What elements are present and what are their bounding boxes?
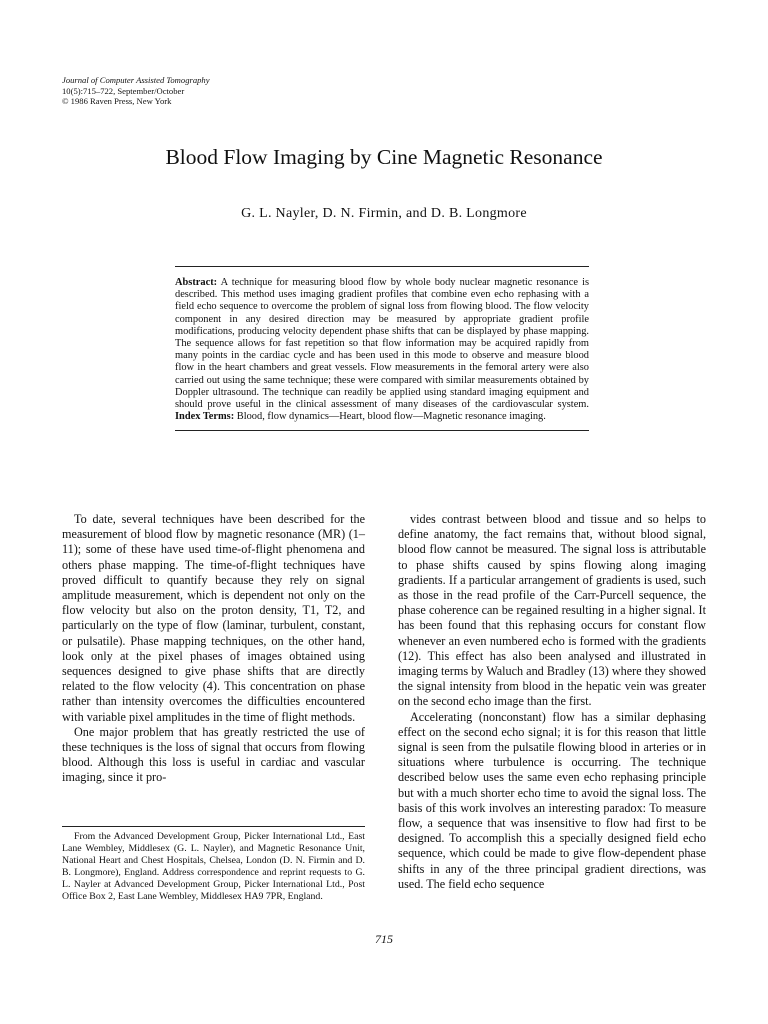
abstract-text: A technique for measuring blood flow by whole body nuclear magnetic resonance is described. This method uses imaging gradient profiles that combine even echo rephasing with a field echo sequence to overcome the problem of signal loss from flowing blood. The flow velocity component in any desired direction may be measured by appropriate gradient profile modifications, producing velocity dependent phase shifts that can be displayed by phase mapping. The sequence allows for fast repetition so that flow information may be acquired rapidly from many points in the cardiac cycle and has been used in this mode to observe and measure blood flow in the heart chambers and great vessels. Flow measurements in the femoral artery were also carried out using the same technique; these were compared with similar measurements obtained by Doppler ultrasound. The technique can readily be applied using standard imaging equipment and should prove useful in the clinical assessment of many diseases of the cardiovascular system.	[175, 277, 589, 411]
body-paragraph: One major problem that has greatly restricted the use of these techniques is the loss of signal that occurs from flowing blood. Although this loss is useful in cardiac and vascular imaging, since it pro-	[62, 724, 365, 785]
journal-copyright: © 1986 Raven Press, New York	[62, 96, 172, 106]
body-column-left	[62, 512, 365, 786]
author-list: G. L. Nayler, D. N. Firmin, and D. B. Longmore	[241, 206, 527, 221]
journal-citation	[62, 75, 362, 107]
index-terms-text: Blood, flow dynamics—Heart, blood flow—Magnetic resonance imaging.	[236, 411, 546, 423]
affiliation-footnote	[62, 826, 365, 902]
footnote-text: From the Advanced Development Group, Picker International Ltd., East Lane Wembley, Middlesex (G. L. Nayler), and Magnetic Resonance Unit, National Heart and Chest Hospitals, Chelsea, London (D. N. Firmin and D. B. Longmore), England. Address correspondence and reprint requests to G. L. Nayler at Advanced Development Group, Picker International Ltd., Post Office Box 2, East Lane Wembley, Middlesex HA9 7PR, England.	[62, 831, 365, 902]
abstract-label: Abstract:	[175, 277, 218, 288]
body-paragraph: vides contrast between blood and tissue and so helps to define anatomy, the fact remains that, without blood signal, blood flow cannot be measured. The signal loss is attributable to phase shifts caused by spins flowing along imaging gradients. If a particular arrangement of gradients is used, such as those in the read profile of the Carr-Purcell sequence, the phase coherence can be regained resulting in a higher signal. It has been found that this rephasing occurs for constant flow whenever an even numbered echo is formed with the gradients (12). This effect has also been analysed and illustrated in imaging terms by Waluch and Bradley (13) where they showed the signal intensity from blood in the hepatic vein was greater on the second echo image than the first.	[398, 512, 706, 709]
journal-name: Journal of Computer Assisted Tomography	[62, 75, 210, 85]
body-column-right	[398, 512, 706, 892]
paper-title: Blood Flow Imaging by Cine Magnetic Resonance	[165, 145, 603, 169]
abstract-block	[175, 266, 589, 431]
page-number: 715	[375, 932, 393, 946]
body-paragraph: To date, several techniques have been described for the measurement of blood flow by magnetic resonance (MR) (1–11); some of these have used time-of-flight phenomena and others phase mapping. The time-of-flight techniques have proved difficult to quantify because they rely on signal amplitude measurement, which is dependent not only on the flow velocity but also on the proton density, T1, T2, and particularly on the type of flow (laminar, turbulent, constant, or pulsatile). Phase mapping techniques, on the other hand, look only at the pixel phases of images obtained using sequences designed to give phase shifts that are directly related to the flow velocity (4). This concentration on phase rather than intensity overcomes the difficulties encountered with variable pixel amplitudes in the time of flight methods.	[62, 512, 365, 724]
body-paragraph: Accelerating (nonconstant) flow has a similar dephasing effect on the second echo signal; it is for this reason that little signal is seen from the pulsatile flowing blood in arteries or in situations where turbulence is occurring. The technique described below uses the same even echo rephasing principle but with a much shorter echo time to avoid the signal loss. The basis of this work involves an interesting paradox: To measure flow, a sequence that was insensitive to flow had first to be designed. To accomplish this a specially designed field echo sequence, which could be made to give flow-dependent phase shifts in any of the three principal gradient directions, was used. The field echo sequence	[398, 709, 706, 891]
journal-volume: 10(5):715–722, September/October	[62, 85, 185, 96]
index-terms-label: Index Terms:	[175, 411, 235, 423]
